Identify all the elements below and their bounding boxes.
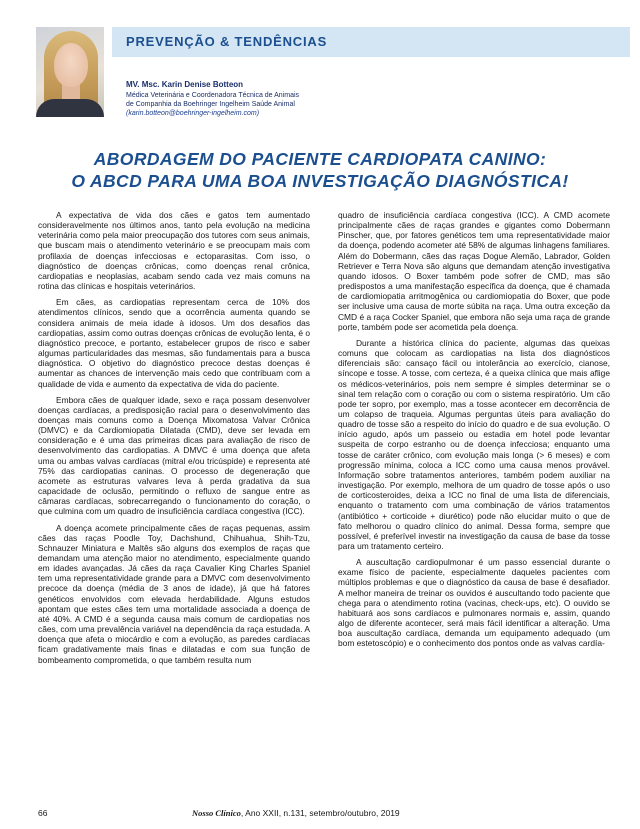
author-role-line-2: de Companhia da Boehringer Ingelheim Saúde Animal	[126, 101, 295, 108]
paragraph: Durante a histórica clínica do paciente, algumas das queixas comuns que colocam as cardiopatias na lista dos diagnósticos diferenciais são: cansaço fácil ou intolerância ao exercício, cianose, síncope e tosse. A tosse, com certeza, é a queixa clínica que mais aflige os médicos-veterinários, pois nem sempre é simples determinar se o sinal tem relação com o coração ou com o sistema respiratório. Um cão pode ter sopro, por exemplo, mas a tosse acontecer em decorrência de um colapso de traqueia. Algumas perguntas úteis para avaliação do quadro de tosse são a respeito do início do quadro e de sua evolução. O início agudo, após um passeio ou estadia em hotel pode levantar suspeita de corpo estranho ou de doença infecciosa; enquanto uma tosse de caráter crônico, com evolução mais longa (> 6 meses) e com progressão mínima, coloca a ICC como uma causa menos provável. Informação sobre tratamentos anteriores, também podem auxiliar na investigação. Por exemplo, melhora de um quadro de tosse após o uso de corticosteroides, deixa a ICC no final de uma lista de diferenciais, enquanto o tratamento com uma combinação de vários tratamentos (antibiótico + corticoide + diurético) pode não elucidar muito o que de fato melhorou o quadro clínico do animal. Dessa forma, sempre que possível, é preferível investir na investigação da causa de base da tosse para um tratamento certeiro.	[338, 337, 610, 551]
section-title: PREVENÇÃO & TENDÊNCIAS	[126, 34, 328, 49]
paragraph: A doença acomete principalmente cães de raças pequenas, assim cães das raças Poodle Toy, Dachshund, Chihuahua, Shih-Tzu, Schnauzer Miniatura e Maltês são alguns dos exemplos de raças que demandam uma atenção maior no atendimento, especialmente quando em idades avançadas. Já cães da raça Cavalier King Charles Spaniel tem uma representatividade grande para a DMVC com desenvolvimento precoce da doença (média de 3 anos de idade), já que há fatores genéticos envolvidos com elevada herdabilidade. Alguns estudos apontam que estes cães tem uma mortalidade associada a doença de até 40%. A CMD é a segunda causa mais comum de cardiopatias nos cães, com uma prevalência variável na dependência da raça estudada. A doença que afeta o miocárdio e com a evolução, as paredes cardíacas ficam gradativamente mais finas e dilatadas e com sua função de bombeamento comprometida, o que também resulta num	[38, 522, 310, 665]
publication-info	[192, 808, 400, 818]
author-role-line-1: Médica Veterinária e Coordenadora Técnica de Animais	[126, 92, 300, 99]
magazine-name: Nosso Clínico	[192, 808, 241, 818]
issue-info: , Ano XXII, n.131, setembro/outubro, 2019	[240, 808, 400, 818]
article-title	[20, 148, 620, 192]
article-body	[38, 210, 610, 790]
column-left	[38, 210, 310, 790]
author-info	[126, 80, 416, 118]
title-line-2: O ABCD PARA UMA BOA INVESTIGAÇÃO DIAGNÓSTICA!	[71, 171, 569, 191]
title-line-1: ABORDAGEM DO PACIENTE CARDIOPATA CANINO:	[93, 149, 547, 169]
author-email: (karin.botteon@boehringer-ingelheim.com)	[126, 110, 260, 117]
paragraph: quadro de insuficiência cardíaca congestiva (ICC). A CMD acomete principalmente cães de raças grandes e gigantes como Dobermann Pinscher, que, por fatores genéticos tem uma representatividade maior da doença, podendo acometer até 58% de algumas linhagens familiares. Além do Dobermann, cães das raças Dogue Alemão, Labrador, Golden Retriever e Terra Nova são alguns que demandam atenção investigativa quando idosos. O Boxer também pode sofrer de CMD, mas são predispostos a uma manifestação específica da doença, que é chamada de cardiomiopatia arritmogênica ou cardiomiopatia do Boxer, que pode ser inclusive uma causa de morte súbita na raça. Uma outra exceção da CMD é a raça Cocker Spaniel, que embora não seja uma raça de grande porte, também pode ser acometida pela doença.	[338, 210, 610, 332]
article-header	[0, 0, 640, 130]
paragraph: Embora cães de qualquer idade, sexo e raça possam desenvolver doenças cardíacas, a predisposição racial para o desenvolvimento das doenças mais comuns como a Doença Mixomatosa Valvar Crônica (DMVC) e da Cardiomiopatia Dilatada (CMD), deve ser levada em consideração e é uma das primeiras dicas para avaliação de risco de desenvolvimento das cardiopatias. A DMVC é uma doença que afeta uma ou ambas valvas cardíacas (mitral e/ou tricúspide) e representa até 75% das cardiopatias caninas. O processo de degeneração que acomete as estruturas valvares leva à perda gradativa da sua capacidade de oclusão, permitindo o refluxo de sangue entre as câmaras cardíacas, sobrecarregando o funcionamento do coração, o que culmina com um quadro de insuficiência cardíaca congestiva (ICC).	[38, 394, 310, 517]
page-number: 66	[38, 808, 48, 818]
column-right	[338, 210, 610, 790]
paragraph: A auscultação cardiopulmonar é um passo essencial durante o exame físico de paciente, especialmente daqueles pacientes com múltiplos problemas e que o diagnóstico da causa de base é desafiador. A melhor maneira de treinar os ouvidos é auscultando todo paciente que chega para o atendimento rotina (vacinas, check-ups, etc). O ouvido se habituará aos sons cardíacos e pulmonares normais e, assim, quando algo de diferente acontecer, será mais fácil identificar a alteração. Uma boa auscultação cardíaca, demanda um equipamento adequado (um bom estetoscópio) e o conhecimento dos pontos onde as valvas cardía-	[338, 557, 610, 649]
author-name: MV. Msc. Karin Denise Botteon	[126, 80, 244, 89]
paragraph: A expectativa de vida dos cães e gatos tem aumentado consideravelmente nos últimos anos, tanto pela evolução na medicina veterinária como pela maior preocupação dos tutores com seus animais, que buscam mais o atendimento veterinário e se preocupam mais com profilaxia de doenças infecciosas e ectoparasitas. Com isso, o diagnóstico de doenças crônicas, como doenças renal crônica, cardiopatias e neoplasias, acabam sendo cada vez mais comuns na rotina das clínicas e hospitais veterinários.	[38, 210, 310, 292]
author-photo	[36, 27, 104, 117]
paragraph: Em cães, as cardiopatias representam cerca de 10% dos atendimentos clínicos, sendo que a ocorrência aumenta quando se considera animais de meia idade à idosos. Um dos desafios das cardiopatias, assim como outras doenças crônicas de evolução lenta, é o diagnóstico precoce, e portanto, estabelecer grupos de risco e saber algumas particularidades das mesmas, são fundamentais para a busca diagnóstica. O objetivo do diagnóstico precoce destas doenças é aumentar as chances de intervenção mais cedo que contribuam com a qualidade de vida e aumento da expectativa de vida do paciente.	[38, 297, 310, 389]
